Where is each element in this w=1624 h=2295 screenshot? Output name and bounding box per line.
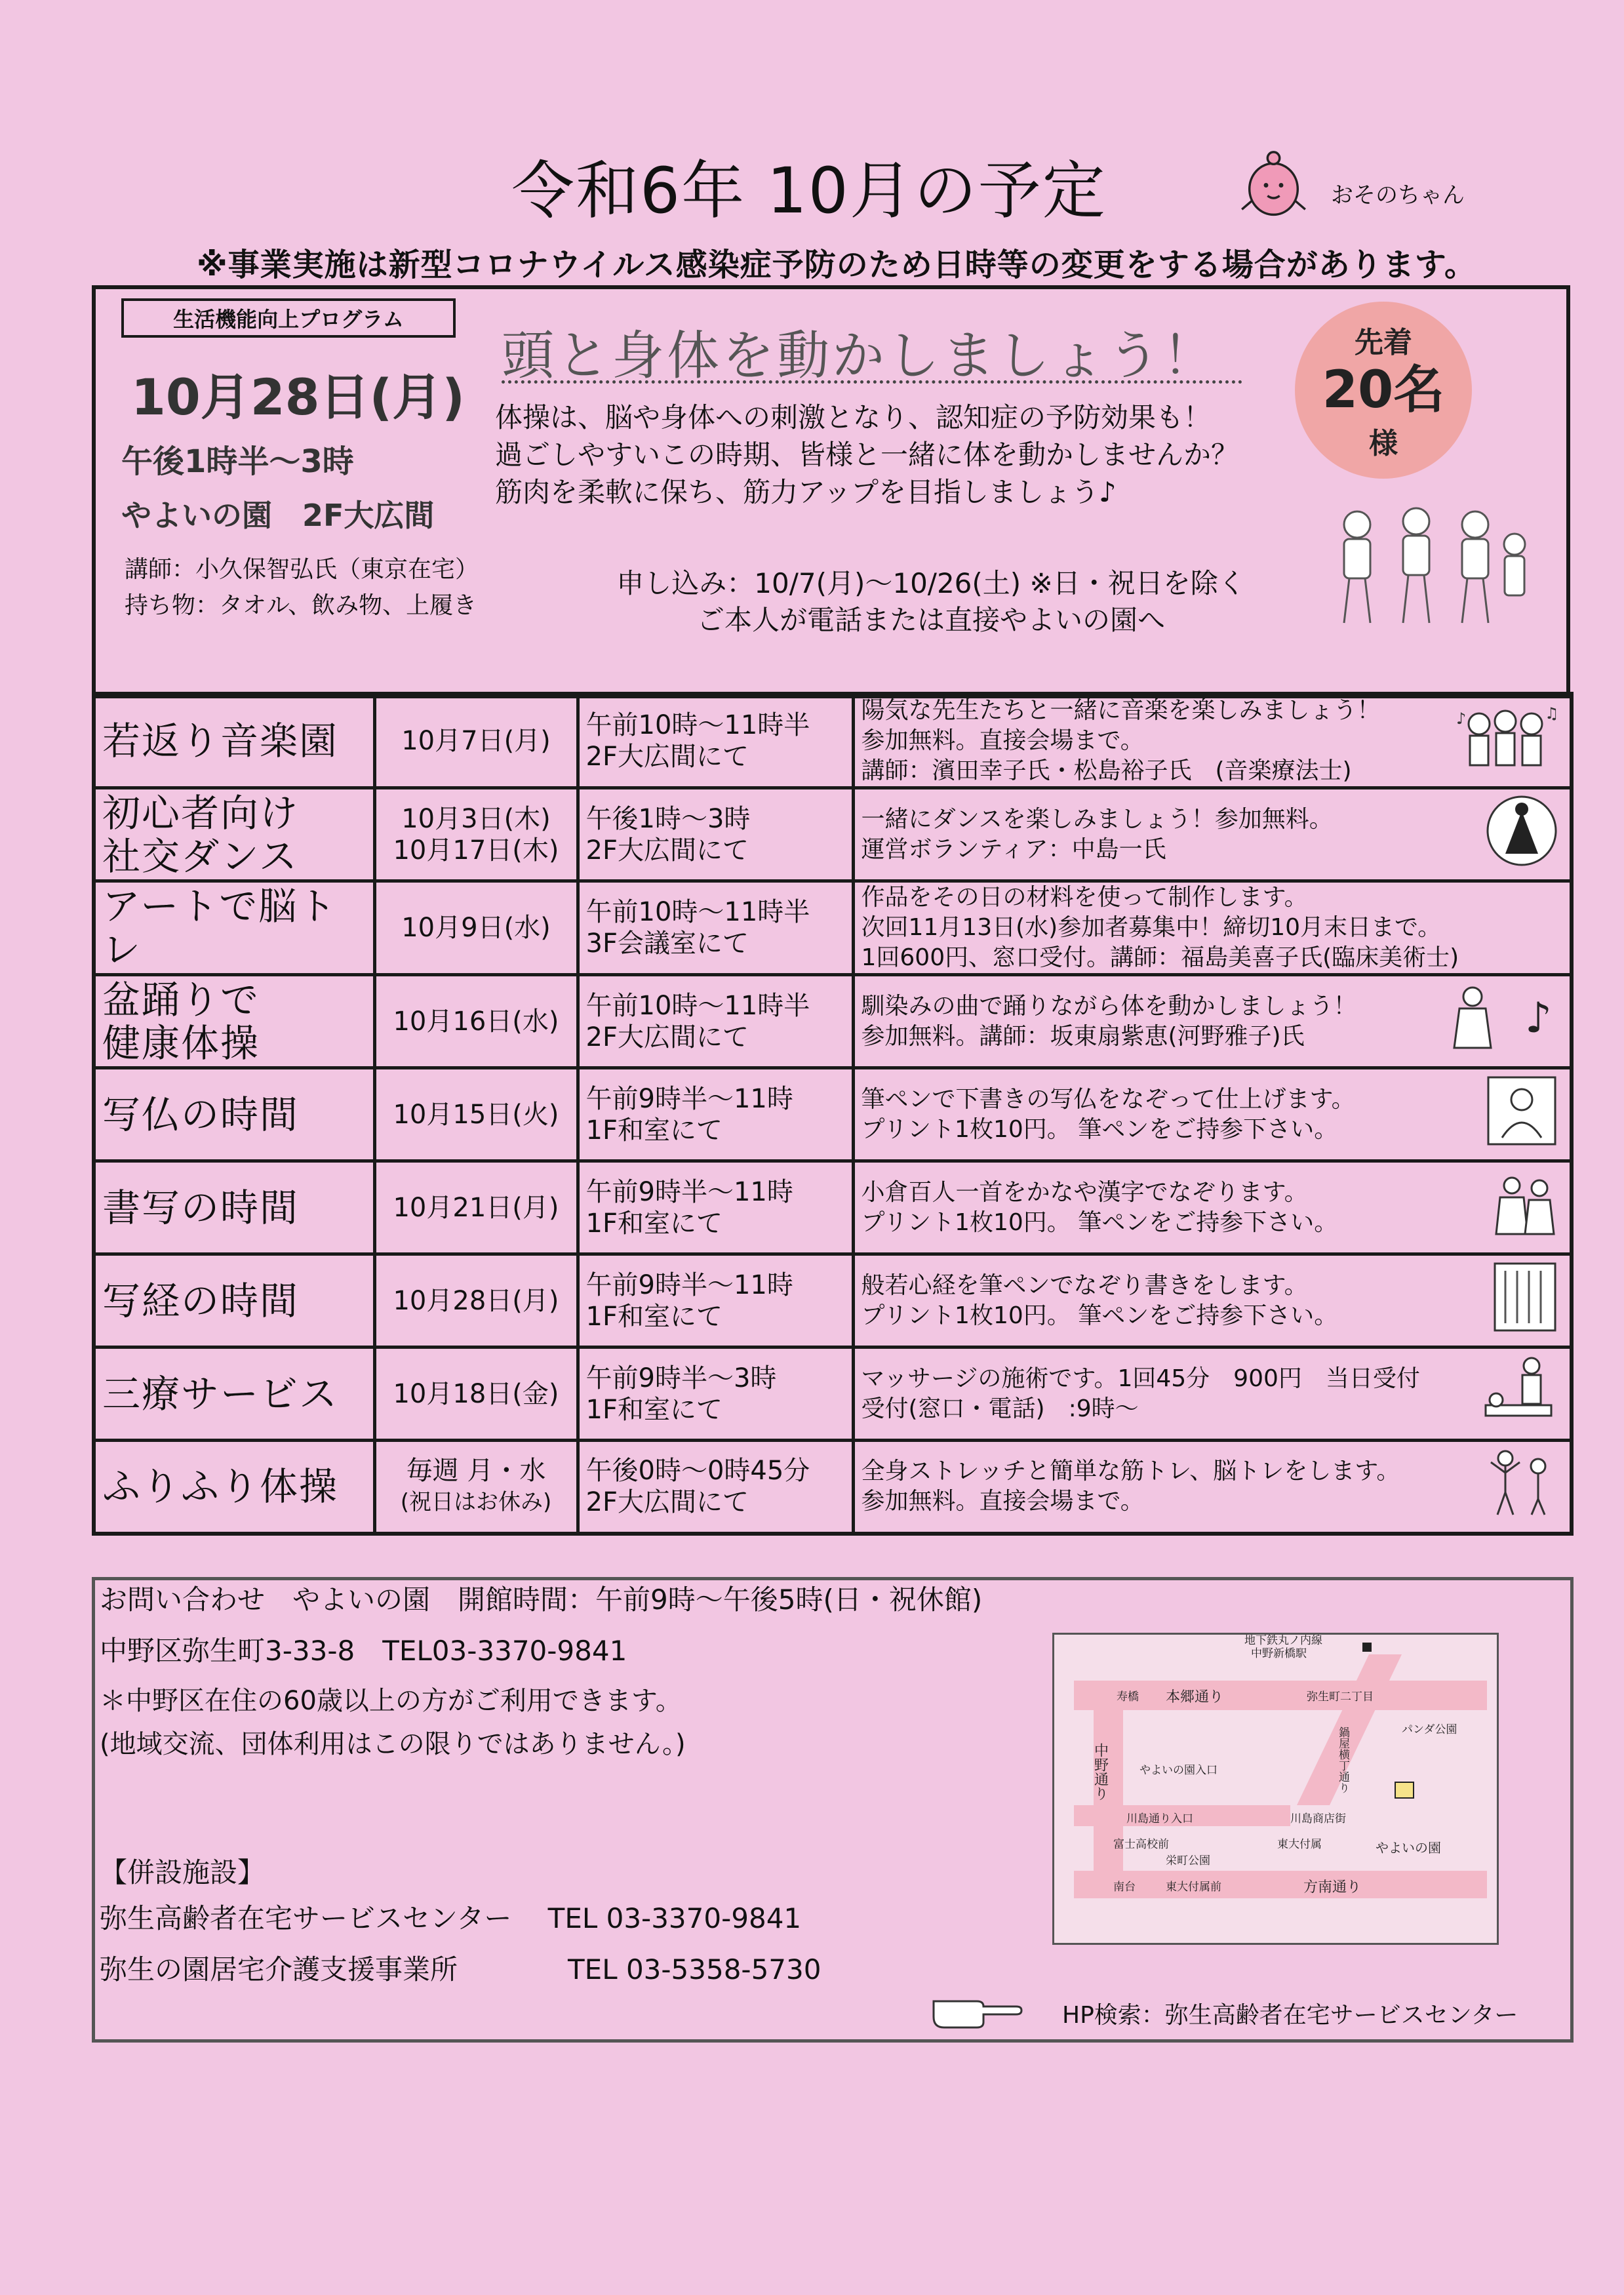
event-description-line: 一緒にダンスを楽しみましょう！参加無料。 [861,805,1333,833]
event-name-line: 健康体操 [102,1020,260,1066]
contact-hours: お問い合わせ やよいの園 開館時間：午前9時～午後5時(日・祝休館) [100,1584,983,1616]
event-description [853,788,1572,881]
map-label: 鍋屋横丁通り [1336,1726,1349,1793]
table-row [94,788,1572,881]
event-time [578,975,853,1068]
table-row [94,1254,1572,1347]
event-time-line: 午後0時～0時45分 [585,1456,810,1487]
map-label: 東大付属前 [1166,1881,1221,1894]
event-time-line: 1F和室にて [585,1394,723,1425]
event-name-line: アートで脳トレ [102,884,338,972]
event-date-line: 10月21日(月) [393,1192,559,1223]
svg-text:♪: ♪ [1456,709,1467,728]
event-name [94,694,374,788]
heading-underline [502,380,1242,384]
eligibility-note: (地域交流、団体利用はこの限りではありません。) [100,1729,686,1759]
event-time-line: 1F和室にて [585,1115,723,1146]
event-date [374,1254,578,1347]
event-date-line: 10月16日(水) [393,1006,559,1037]
map-label: 栄町公園 [1166,1854,1210,1867]
program-venue: やよいの園 2F大広間 [121,498,435,533]
map-label: 川島通り入口 [1126,1812,1193,1826]
event-name-line: 写経の時間 [102,1278,300,1323]
event-name-line: 書写の時間 [102,1185,300,1230]
exercise-group-icon [1318,498,1534,636]
event-name-line: 三療サービス [102,1371,339,1416]
facility-2: 弥生の園居宅介護支援事業所 TEL 03-5358-5730 [100,1953,822,1986]
table-row [94,1441,1572,1534]
event-description [853,1441,1572,1534]
table-row [94,975,1572,1068]
event-date-line: 10月18日(金) [393,1378,559,1409]
event-description-line: 全身ストレッチと簡単な筋トレ、脳トレをします。 [861,1458,1400,1485]
event-time-line: 3F会議室にて [585,928,749,959]
event-description-text [862,1456,1564,1517]
event-date-line: (祝日はお休み) [400,1489,552,1516]
event-description-text [862,696,1564,786]
event-date [374,694,578,788]
event-date [374,788,578,881]
program-date: 10月28日(月) [131,368,465,426]
mascot-name: おそのちゃん [1331,182,1465,209]
event-name [94,1441,374,1534]
event-time-line: 午前10時～11時半 [585,710,810,740]
map-label: 富士高校前 [1113,1838,1169,1851]
map-label: やよいの園入口 [1139,1764,1218,1777]
event-date-line: 毎週 月・水 [406,1456,546,1487]
program-time: 午後1時半～3時 [121,443,354,480]
event-time [578,1068,853,1161]
map-label: 弥生町二丁目 [1307,1690,1374,1704]
event-description-line: 筆ペンで下書きの写仏をなぞって仕上げます。 [861,1085,1355,1113]
event-name-line: ふりふり体操 [102,1464,339,1509]
event-time [578,1441,853,1534]
event-date [374,1068,578,1161]
map-label: 中野通り [1092,1743,1109,1801]
event-description-text [862,1271,1564,1331]
map-label: 東大付属 [1277,1838,1322,1851]
event-description-line: 陽気な先生たちと一緒に音楽を楽しみましょう！ [861,697,1381,724]
event-description-line: プリント1枚10円。 筆ペンをご持参下さい。 [861,1208,1338,1236]
event-description-text [862,805,1564,865]
event-time [578,881,853,975]
event-name-line: 社交ダンス [102,833,298,879]
event-time-line: 午前9時半～11時 [585,1083,793,1114]
event-description [853,694,1572,788]
event-time-line: 2F大広間にて [585,1487,749,1518]
program-description [495,399,1238,511]
event-date [374,1161,578,1254]
map-label: 寿橋 [1117,1690,1139,1704]
event-description-line: プリント1枚10円。 筆ペンをご持参下さい。 [861,1302,1338,1329]
event-name [94,1254,374,1347]
event-time-line: 2F大広間にて [585,1022,749,1052]
svg-text:♪: ♪ [1525,993,1552,1043]
event-name [94,881,374,975]
event-name [94,788,374,881]
event-description-line: マッサージの施術です。1回45分 900円 当日受付 [861,1365,1420,1392]
badge-line: 様 [1369,427,1398,460]
event-date-line: 10月15日(火) [393,1099,559,1130]
table-row [94,1347,1572,1441]
event-date-line: 10月28日(月) [393,1285,559,1316]
program-desc-line: 筋肉を柔軟に保ち、筋力アップを目指しましょう♪ [495,476,1117,508]
event-description-text [862,1178,1564,1238]
program-desc-line: 過ごしやすいこの時期、皆様と一緒に体を動かしませんか？ [495,439,1239,471]
event-name-line: 盆踊りで [102,977,260,1022]
event-description [853,1254,1572,1347]
event-description-line: 般若心経を筆ペンでなぞり書きをします。 [861,1271,1308,1299]
apply-line: ご本人が電話または直接やよいの園へ [696,604,1165,636]
event-name [94,1347,374,1441]
event-time [578,1161,853,1254]
program-tag: 生活機能向上プログラム [121,298,456,338]
program-heading: 頭と身体を動かしましょう！ [502,325,1218,386]
event-time-line: 午前9時半～11時 [585,1269,793,1300]
event-name-line: 若返り音楽園 [102,719,339,763]
event-time [578,788,853,881]
event-description [853,1161,1572,1254]
event-date [374,1441,578,1534]
event-time-line: 午前9時半～3時 [585,1363,777,1393]
hp-search-text: HP検索：弥生高齢者在宅サービスセンター [1062,2002,1518,2029]
event-date [374,1347,578,1441]
event-description-line: 参加無料。直接会場まで。 [861,727,1144,754]
event-time-line: 2F大広間にて [585,742,749,772]
event-description-line: 1回600円、窓口受付。講師：福島美喜子氏(臨床美術士) [861,944,1459,971]
event-description-line: 小倉百人一首をかなや漢字でなぞります。 [861,1178,1308,1206]
map-label: 地下鉄丸ノ内線 [1244,1634,1322,1647]
event-date [374,881,578,975]
event-name-line: 写仏の時間 [102,1092,300,1137]
badge-count: 20名 [1322,361,1445,420]
event-time-line: 午前10時～11時半 [585,897,810,927]
schedule-table [92,692,1574,1536]
table-row [94,694,1572,788]
map-label: 方南通り [1303,1879,1362,1896]
page-title: 令和6年 10月の予定 [511,154,1107,228]
event-time-line: 1F和室にて [585,1208,723,1239]
event-description [853,1347,1572,1441]
event-date [374,975,578,1068]
event-time [578,694,853,788]
event-time-line: 2F大広間にて [585,835,749,866]
event-name-line: 初心者向け [102,790,300,835]
event-description-line: 運営ボランティア：中島一氏 [861,835,1166,863]
map-label: 川島商店街 [1290,1812,1346,1826]
event-date-line: 10月9日(水) [401,913,551,943]
program-lecturer: 講師：小久保智弘氏（東京在宅） [125,556,479,583]
event-date-line: 10月3日(木) [401,803,551,834]
table-row [94,881,1572,975]
event-description-line: 馴染みの曲で踊りながら体を動かしましょう！ [861,992,1357,1020]
eligibility-text: ＊中野区在住の60歳以上の方がご利用できます。 [100,1686,682,1716]
facility-1: 弥生高齢者在宅サービスセンター TEL 03-3370-9841 [100,1902,802,1934]
event-description-text [862,883,1564,973]
map-label: やよいの園 [1376,1840,1441,1856]
event-time [578,1347,853,1441]
map-label: 中野新橋駅 [1251,1647,1307,1660]
event-name [94,1161,374,1254]
event-time-line: 1F和室にて [585,1301,723,1332]
event-date-line: 10月7日(月) [401,726,551,756]
access-map [1052,1633,1499,1945]
svg-text:♫: ♫ [1545,704,1558,723]
event-description-text [862,1085,1564,1145]
event-description-line: 参加無料。講師：坂東扇紫恵(河野雅子)氏 [861,1022,1305,1050]
application-info [587,565,1275,639]
notice-text: ※事業実施は新型コロナウイルス感染症予防のため日時等の変更をする場合があります。 [197,247,1476,283]
event-description-line: 次回11月13日(水)参加者募集中！締切10月末日まで。 [861,914,1442,941]
event-time [578,1254,853,1347]
mascot-icon [1236,148,1311,223]
event-time-line: 午前10時～11時半 [585,990,810,1021]
capacity-badge [1295,302,1472,479]
event-date-line: 10月17日(木) [393,835,559,866]
contact-address: 中野区弥生町3-33-8 TEL03-3370-9841 [100,1635,627,1667]
event-time-line: 午後1時～3時 [585,803,751,834]
apply-line: 申し込み：10/7(月)～10/26(土) ※日・祝日を除く [616,567,1246,599]
map-label: 本郷通り [1166,1689,1224,1706]
event-description [853,881,1572,975]
map-label: パンダ公園 [1402,1723,1457,1736]
event-description-line: プリント1枚10円。 筆ペンをご持参下さい。 [861,1115,1338,1143]
event-description-line: 受付(窓口・電話) :9時～ [861,1395,1139,1422]
event-description-line: 講師：濱田幸子氏・松島裕子氏 (音楽療法士) [861,757,1352,784]
map-label: 南台 [1113,1881,1136,1894]
table-row [94,1161,1572,1254]
pointing-hand-icon [931,1988,1023,2030]
event-name [94,975,374,1068]
program-desc-line: 体操は、脳や身体への刺激となり、認知症の予防効果も！ [495,401,1212,433]
event-description [853,1068,1572,1161]
event-description-line: 参加無料。直接会場まで。 [861,1488,1144,1515]
table-row [94,1068,1572,1161]
event-name [94,1068,374,1161]
event-description-text [862,1364,1564,1424]
event-description-text [862,991,1564,1052]
facilities-title: 【併設施設】 [100,1856,266,1888]
program-items: 持ち物：タオル、飲み物、上履き [125,592,477,619]
badge-line: 先着 [1355,326,1412,359]
event-description-line: 作品をその日の材料を使って制作します。 [861,884,1308,911]
event-description [853,975,1572,1068]
event-time-line: 午前9時半～11時 [585,1176,793,1207]
